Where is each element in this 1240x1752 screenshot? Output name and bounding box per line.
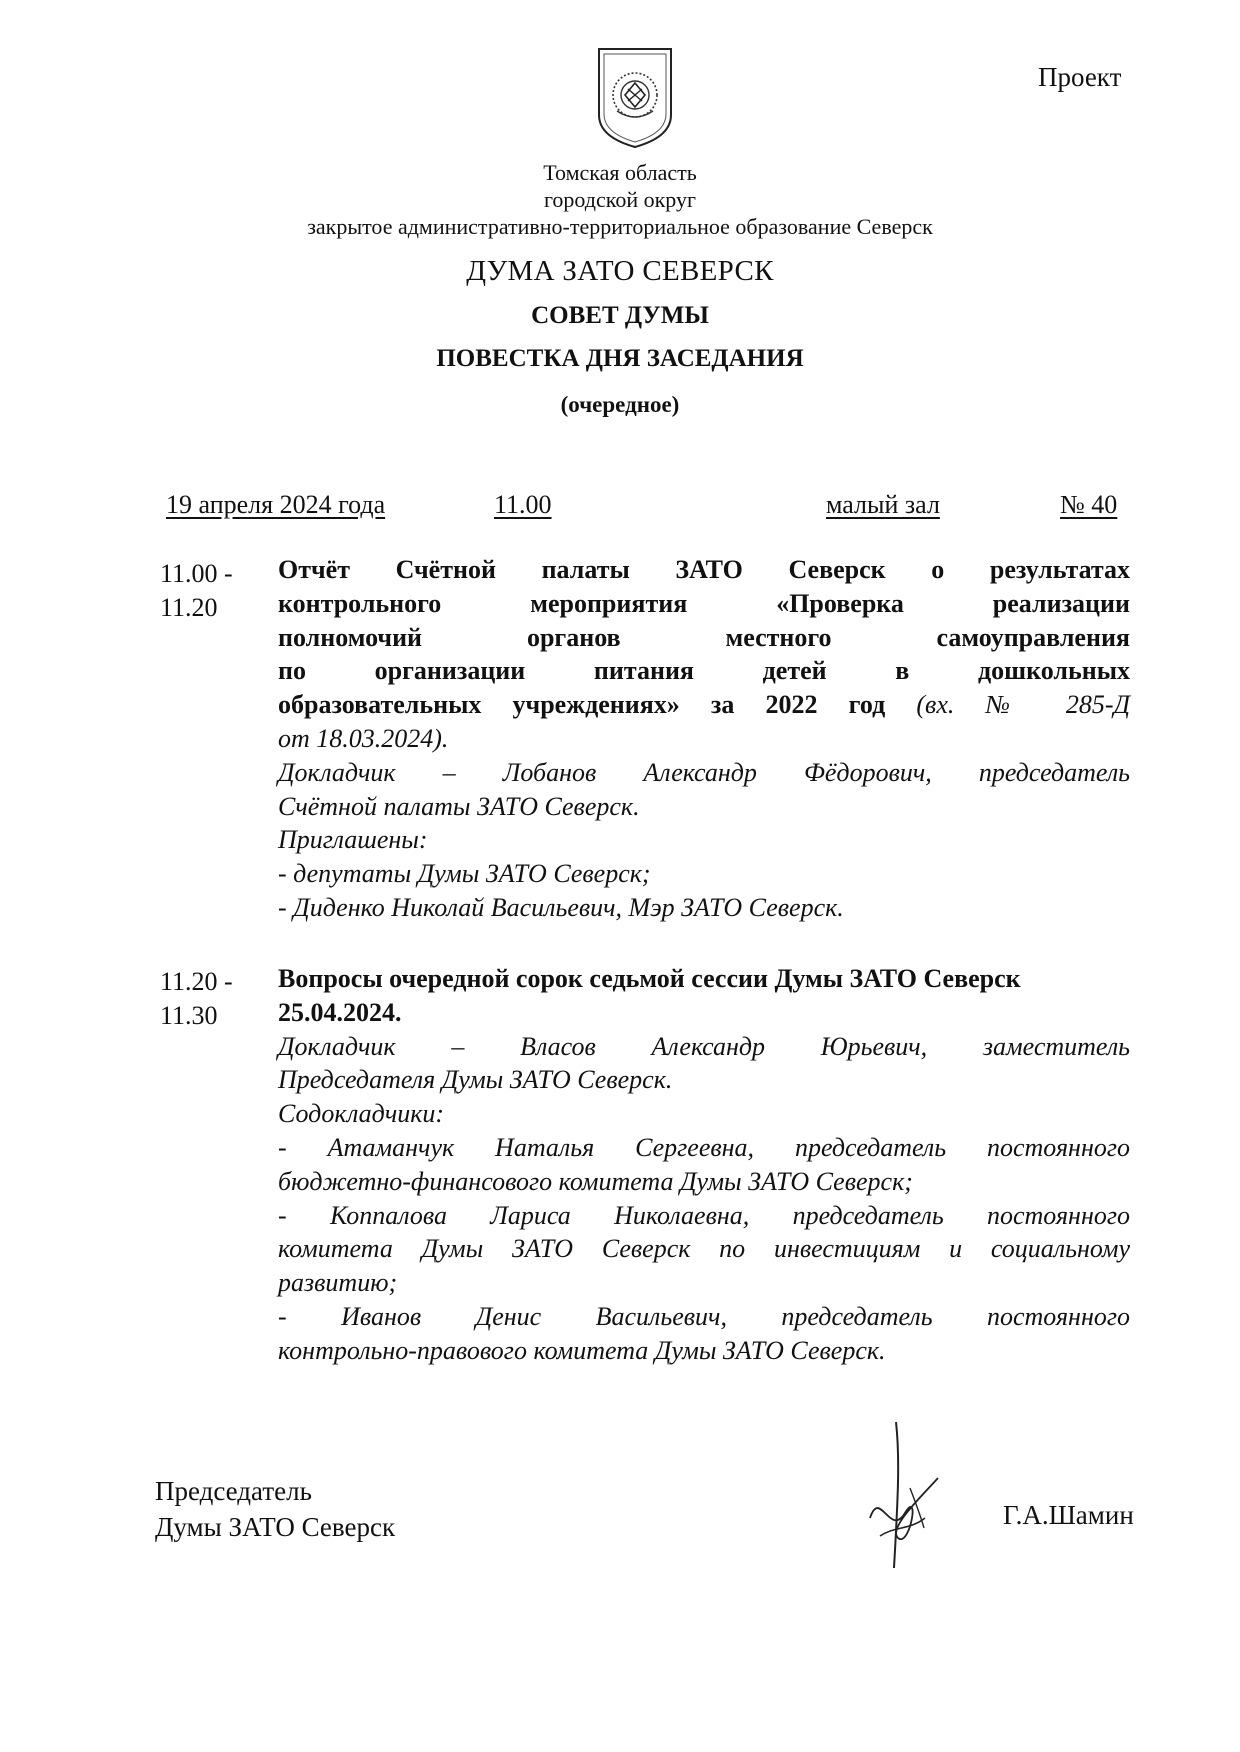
invited-item: - Диденко Николай Васильевич, Мэр ЗАТО Северск. [278,892,844,922]
co-speaker-line: комитета Думы ЗАТО Северск по инвестициям и социальному [278,1234,1130,1264]
co-speakers-label: Содокладчики: [278,1099,445,1129]
meeting-time: 11.00 [494,490,552,519]
agenda-item-1-time [160,557,260,625]
co-speaker-line: - Атаманчук Наталья Сергеевна, председатель постоянного [278,1132,1130,1162]
duma-title: ДУМА ЗАТО СЕВЕРСК [466,255,774,287]
meeting-room: малый зал [826,490,940,519]
speaker-line: Счётной палаты ЗАТО Северск. [278,791,640,821]
speaker-line: Докладчик – Лобанов Александр Фёдорович, председатель [278,757,1130,787]
item-title-line: 25.04.2024. [278,997,402,1027]
time-to: 11.20 [160,593,218,622]
signatory-role-line: Председатель [155,1476,312,1506]
okrug-line: городской округ [543,187,697,212]
time-to: 11.30 [160,1001,218,1030]
agenda-title: ПОВЕСТКА ДНЯ ЗАСЕДАНИЯ [436,345,804,372]
time-from: 11.20 - [160,967,233,996]
co-speaker-line: развитию; [278,1268,398,1298]
co-speaker-line: - Коппалова Лариса Николаевна, председатель постоянного [278,1200,1130,1230]
agenda-item-2-time [160,965,260,1033]
zato-line: закрытое административно-территориальное образование Северск [307,214,933,239]
item-title-line: образовательных учреждениях» за 2022 год [278,690,886,720]
council-title: СОВЕТ ДУМЫ [531,302,709,329]
meeting-number: № 40 [1060,490,1118,519]
meeting-kind: (очередное) [560,392,680,417]
city-coat-of-arms-icon [595,45,675,151]
item-title-line: по организации питания детей в дошкольных [278,656,1130,686]
co-speaker-line: бюджетно-финансового комитета Думы ЗАТО Северск; [278,1166,913,1196]
co-speaker-line: - Иванов Денис Васильевич, председатель постоянного [278,1301,1130,1331]
signatory-name: Г.А.Шамин [1003,1500,1134,1530]
draft-label: Проект [1038,62,1122,92]
item-title-line-with-ref [278,688,1130,722]
item-title-line: полномочий органов местного самоуправления [278,622,1130,652]
signatory-role [155,1473,395,1545]
co-speaker-line: контрольно-правового комитета Думы ЗАТО Северск. [278,1335,886,1365]
meeting-date: 19 апреля 2024 года [166,490,386,519]
item-title-line: контрольного мероприятия «Проверка реализации [278,588,1130,618]
speaker-line: Докладчик – Власов Александр Юрьевич, заместитель [278,1031,1130,1061]
region-line: Томская область [543,160,697,185]
speaker-line: Председателя Думы ЗАТО Северск. [278,1065,673,1095]
signatory-role-line: Думы ЗАТО Северск [155,1512,396,1542]
incoming-ref-date: от 18.03.2024). [278,723,449,753]
invited-label: Приглашены: [278,825,428,855]
invited-item: - депутаты Думы ЗАТО Северск; [278,859,651,889]
agenda-item-2 [278,962,1130,1368]
incoming-ref: (вх. № 285-Д [916,690,1131,720]
item-title-line: Отчёт Счётной палаты ЗАТО Северск о результатах [278,555,1130,584]
handwritten-signature-icon [850,1418,970,1578]
time-from: 11.00 - [160,559,233,588]
agenda-item-1 [278,553,1130,925]
item-title-line: Вопросы очередной сорок седьмой сессии Думы ЗАТО Северск [278,964,1021,993]
